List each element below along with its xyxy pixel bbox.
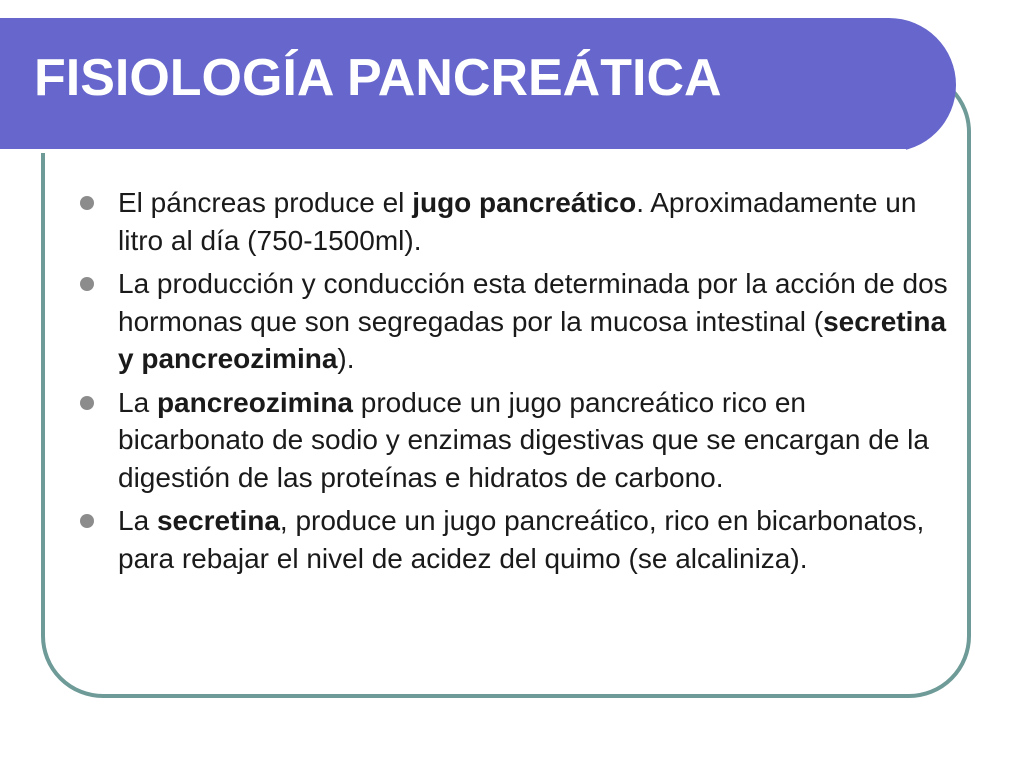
bullet-item: [80, 384, 950, 497]
bullet-item: [80, 502, 950, 577]
bullet-dot-icon: [80, 514, 94, 528]
text-segment: La: [118, 386, 157, 418]
bullet-text: [118, 187, 916, 256]
bullet-text: [118, 268, 948, 374]
text-segment: ).: [337, 343, 355, 374]
text-segment: La: [118, 505, 157, 536]
text-segment-bold: jugo pancreático: [412, 187, 637, 218]
text-segment-bold: secretina: [156, 505, 280, 536]
text-segment: produce un jugo pancreático rico en bicarbonato de sodio y enzimas digestivas que se encargan de la digestión de las proteínas e hidratos de carbono.: [118, 386, 929, 493]
title-underline: [0, 149, 906, 153]
bullet-dot-icon: [80, 196, 94, 210]
text-segment: . Aproximadamente un litro al día (750-1500ml).: [118, 187, 917, 256]
slide-title: FISIOLOGÍA PANCREÁTICA: [34, 49, 722, 107]
text-segment-bold: pancreozimina: [156, 386, 353, 418]
bullet-item: [80, 184, 950, 259]
text-segment-bold: secretina y pancreozimina: [118, 305, 947, 374]
bullet-list: [80, 184, 950, 583]
text-segment: La producción y conducción esta determinada por la acción de dos hormonas que son segregadas por la mucosa intestinal (: [118, 268, 948, 337]
bullet-dot-icon: [80, 277, 94, 291]
bullet-item: [80, 265, 950, 378]
text-segment: El páncreas produce el: [118, 187, 413, 218]
bullet-text: [118, 505, 924, 574]
text-segment: , produce un jugo pancreático, rico en bicarbonatos, para rebajar el nivel de acidez del quimo (se alcaliniza).: [118, 505, 925, 574]
bullet-dot-icon: [80, 396, 94, 410]
bullet-text: [118, 387, 929, 493]
